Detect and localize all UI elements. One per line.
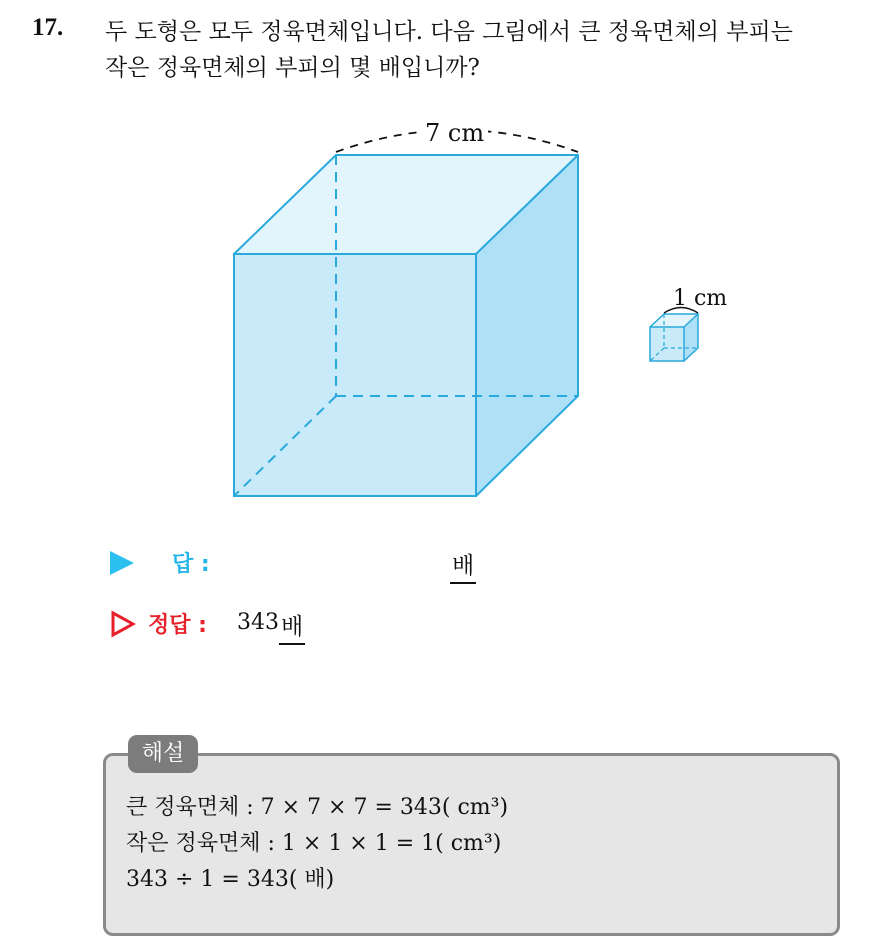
correct-answer-row [110,604,610,644]
small-cube [650,286,727,361]
solution-line-2: 작은 정육면체 : 1 × 1 × 1 = 1( cm³) [126,831,502,856]
answer-unit: 배 [450,547,476,584]
answer-label: 답 : [172,552,210,577]
cube-figure [0,100,884,510]
solution-line-1: 큰 정육면체 : 7 × 7 × 7 = 343( cm³) [126,795,509,820]
big-cube [234,116,578,496]
question-text [105,14,875,86]
correct-unit: 배 [279,608,305,645]
answer-arrow-icon [110,551,134,575]
small-cube-label: 1 cm [673,286,728,311]
big-cube-label: 7 cm [425,119,485,147]
correct-arrow-icon [110,610,136,638]
question-line-1: 두 도형은 모두 정육면체입니다. 다음 그림에서 큰 정육면체의 부피는 [105,19,793,45]
answer-row [110,543,610,583]
correct-value: 343 [237,610,279,635]
question-number: 17. [32,14,64,41]
solution-lines [126,790,508,898]
correct-label: 정답 : [148,613,207,638]
question-line-2: 작은 정육면체의 부피의 몇 배입니까? [105,55,480,81]
solution-line-3: 343 ÷ 1 = 343( 배) [126,867,335,892]
solution-tag: 해설 [128,735,198,773]
